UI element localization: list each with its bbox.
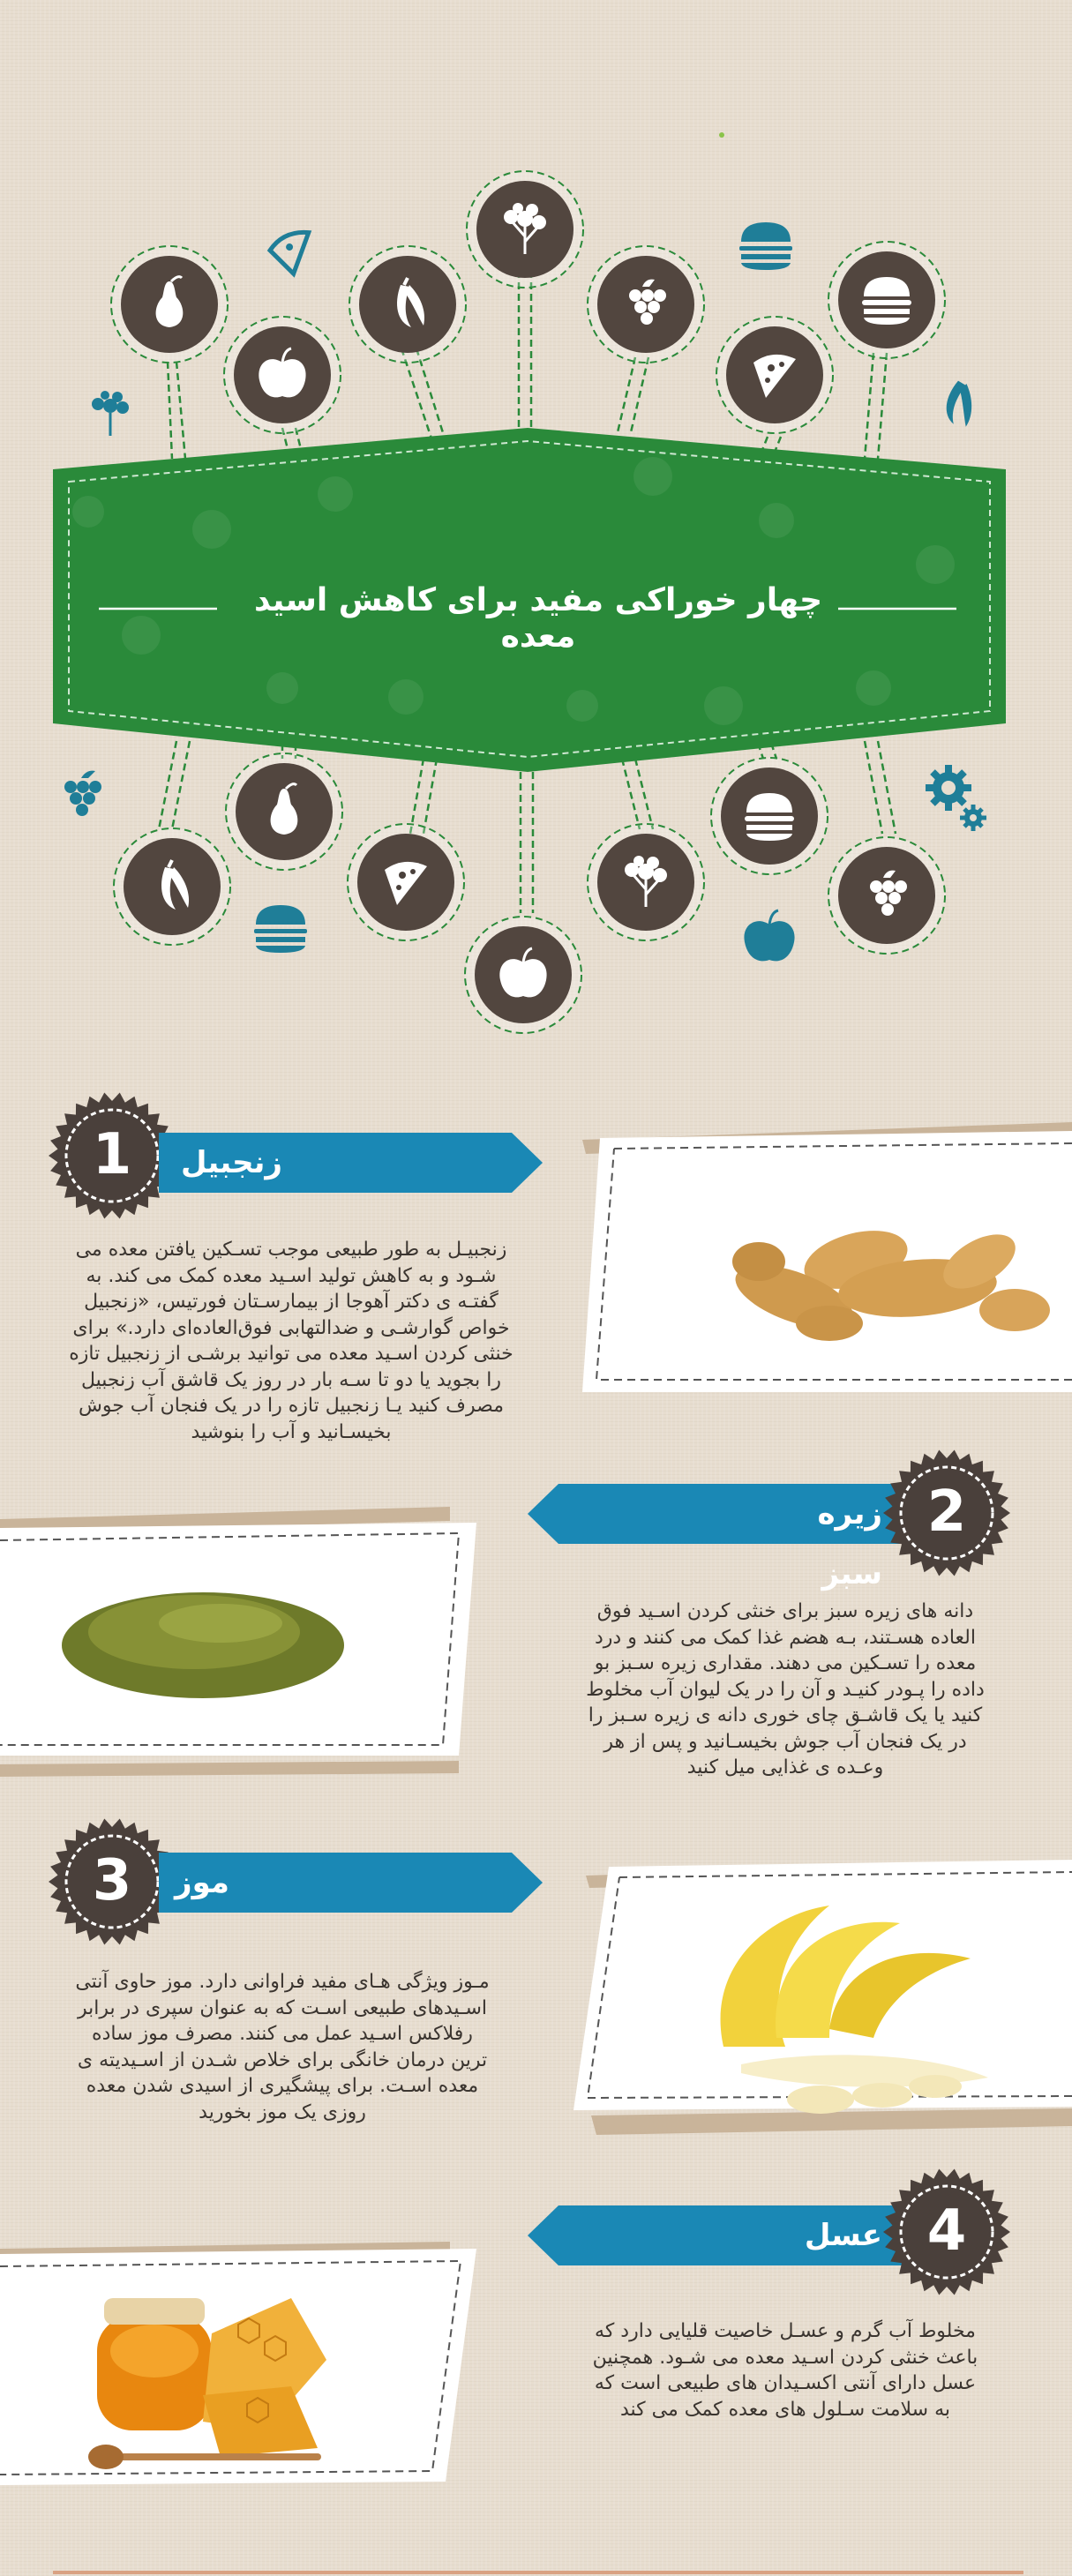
- cumin-photo-card: [0, 1500, 476, 1782]
- header-illustration: [0, 0, 1072, 1059]
- banana-icon: [941, 379, 981, 429]
- page-title: چهار خوراکی مفید برای کاهش اسید معده: [253, 582, 823, 655]
- item-name: موز: [175, 1865, 229, 1900]
- ginger-photo-card: [565, 1112, 1072, 1403]
- item-number: 4: [926, 2198, 967, 2264]
- burger-icon: [254, 905, 307, 953]
- item-description: زنجبیـل به طور طبیعی موجب تسـکین یافتن معده می شـود و به کاهش تولید اسـید معده کمک می کند. به گفتـه ی دکتر آهوجا از بیمارسـتان فورتیس، «زنجبیل خواص گوارشـی و ضدالتهابی فوق‌العاده‌ای دارد.» برای خنثی کردن اسـید معده می توانید برشـی از زنجبیل تازه را بجوید یا دو تا سـه بار در روز یک قاشق آب زنجبیل مصرف کنید یـا زنجبیل تازه را در یک فنجان آب جوش بخیسـانید و آب را بنوشید: [69, 1239, 514, 1443]
- pizza-icon: [267, 228, 320, 279]
- item-number: 2: [926, 1479, 967, 1545]
- honey-photo-card: [0, 2236, 476, 2510]
- item-name: عسل: [804, 2218, 882, 2253]
- apple-icon: [744, 910, 794, 961]
- number-badge: [881, 2166, 1013, 2298]
- item-name: زیره سبز: [817, 1496, 882, 1591]
- item-description: مخلوط آب گرم و عسـل خاصیت قلیایی دارد که باعث خنثی کردن اسـید معده می شـود. همچنین عسل دارای آنتی اکسـیدان های طبیعی است که به سلامت سـلول های معده کمک می کند: [592, 2320, 978, 2421]
- item-number: 1: [92, 1122, 132, 1187]
- cumin-photo: [62, 1592, 344, 1698]
- item-description: دانه های زیره سبز برای خنثی کردن اسـید فوق العاده هسـتند، بـه هضم غذا کمک می کنند و درد معده را تسـکین می دهند. مقداری زیره سـبز بو داده را پـودر کنیـد و آن را در یک لیوان آب مخلوط کنید یا یک قاشـق چای خوری دانه ی زیره سـبز را در یک فنجان آب جوش بخیسـانید و پس از هر وعـده ی غذایی میل کنید: [586, 1600, 985, 1778]
- number-badge: [881, 1447, 1013, 1579]
- item-number: 3: [92, 1848, 132, 1913]
- parsley-icon: [92, 391, 129, 436]
- banana-photo-card: [565, 1835, 1072, 2135]
- item-description: مـوز ویژگی هـای مفید فراوانی دارد. موز حاوی آنتی اسـیدهای طبیعی اسـت که به عنوان سپری در برابر رفلاکس اسـید عمل می کنند. مصرف موز ساده ترین درمان خانگی برای خلاص شـدن از اسـیدیته ی معده اسـت. برای پیشگیری از اسیدی شدن معده روزی یک موز بخورید: [75, 1971, 490, 2123]
- burger-icon: [739, 222, 792, 270]
- grapes-icon: [64, 771, 101, 816]
- footer-rule: [53, 2571, 1023, 2574]
- gear-icon: [926, 765, 971, 811]
- item-name: زنجبیل: [181, 1145, 282, 1180]
